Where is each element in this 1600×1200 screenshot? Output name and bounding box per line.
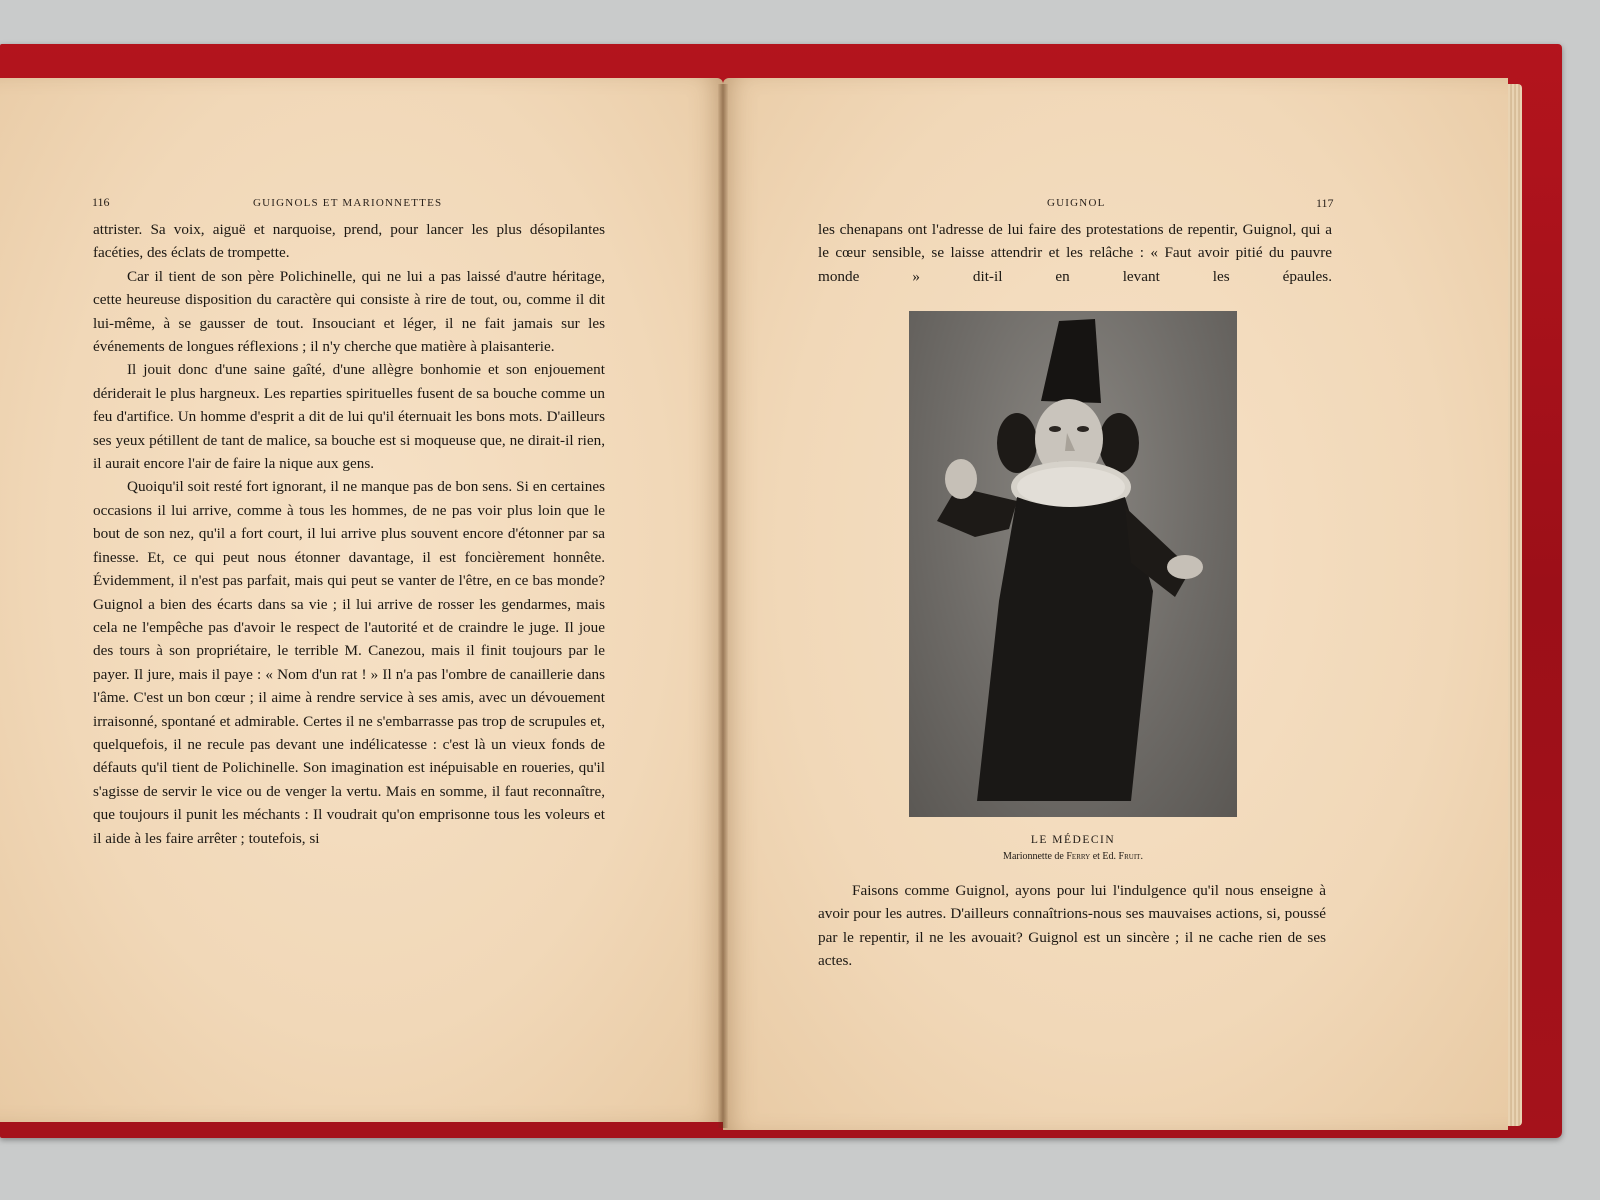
right-paragraph: Faisons comme Guignol, ayons pour lui l'indulgence qu'il nous enseigne à avoir pour les autres. D'ailleurs connaîtrions-nous ses mauvaises actions, si, poussé par le repentir, il ne les avouait? Guignol est un sincère ; il ne cache rien de ses actes. — [818, 882, 1326, 970]
left-text-block — [93, 218, 605, 850]
credit-prefix: Marionnette de — [1003, 851, 1064, 862]
right-page-number: 117 — [1316, 196, 1334, 210]
marionette-photo — [909, 311, 1237, 817]
right-top-text — [818, 218, 1332, 288]
left-page — [0, 78, 723, 1122]
figure-caption-title: LE MÉDECIN — [1030, 834, 1116, 846]
credit-name-ferry: Ferry — [1066, 851, 1091, 862]
left-running-head: GUIGNOLS ET MARIONNETTES — [253, 197, 443, 209]
right-paragraph: les chenapans ont l'adresse de lui faire des protestations de repentir, Guignol, qui a le cœur sensible, se laisse attendrir et les relâche : « Faut avoir pitié du pauvre monde » dit-il en levant les épaules. — [818, 221, 1332, 285]
marionette-illustration — [909, 311, 1237, 817]
figure-caption-credit — [909, 851, 1237, 862]
credit-and: et Ed. — [1092, 851, 1117, 862]
left-paragraph: Quoiqu'il soit resté fort ignorant, il ne manque pas de bon sens. Si en certaines occasions il lui arrive, comme à tous les hommes, de ne pas voir plus loin que le bout de son nez, qu'il a fort court, il lui arrive plus souvent encore d'étonner par sa finesse. Et, ce qui peut nous étonner davantage, il est foncièrement honnête. Évidemment, il n'est pas parfait, mais qui peut se vanter de l'être, en ce bas monde? Guignol a bien des écarts dans sa vie ; il lui arrive de rosser les gendarmes, mais cela ne l'empêche pas d'avoir le respect de l'autorité et de craindre le juge. Il joue des tours à son propriétaire, le terrible M. Canezou, mais il finit toujours par le payer. Il jure, mais il paye : « Nom d'un rat ! » Il n'a pas l'ombre de canaillerie dans l'âme. C'est un bon cœur ; il aime à rendre service à ses amis, avec un dévouement irraisonné, spontané et admirable. Certes il ne s'embarrasse pas trop de scrupules et, quelquefois, il ne recule pas devant une indélicatesse : c'est là un vieux fonds de défauts qu'il tient de Polichinelle. Son imagination est inépuisable en roueries, qu'il s'agisse de servir le vice ou de venger la vertu. Mais en somme, il faut reconnaître, que toujours il punit les méchants : Il voudrait qu'on emprisonne tous les voleurs et il aide à les faire arrêter ; toutefois, si — [93, 478, 605, 847]
left-paragraph: Car il tient de son père Polichinelle, qui ne lui a pas laissé d'autre héritage, cette heureuse disposition du caractère qui consiste à rire de tout, ou, comme il dit lui-même, à se gausser de tout. Insouciant et léger, il ne fait jamais sur les événements de longues réflexions ; il n'y cherche que matière à plaisanterie. — [93, 267, 605, 356]
left-page-number: 116 — [92, 195, 110, 209]
right-bottom-text — [818, 879, 1326, 973]
right-running-head: GUIGNOL — [1047, 197, 1106, 209]
book-gutter — [718, 84, 728, 1128]
credit-name-fruit: Fruit. — [1118, 851, 1143, 862]
left-paragraph: attrister. Sa voix, aiguë et narquoise, prend, pour lancer les plus désopilantes facéties, des éclats de trompette. — [93, 221, 605, 262]
left-paragraph: Il jouit donc d'une saine gaîté, d'une allègre bonhomie et son enjouement dériderait le plus hargneux. Les reparties spirituelles fusent de sa bouche comme un feu d'artifice. Un homme d'esprit a dit de lui qu'il éternuait les bons mots. D'ailleurs ses yeux pétillent de tant de malice, sa bouche est si moqueuse que, ne dirait-il rien, il aurait encore l'air de faire la nique aux gens. — [93, 361, 605, 473]
